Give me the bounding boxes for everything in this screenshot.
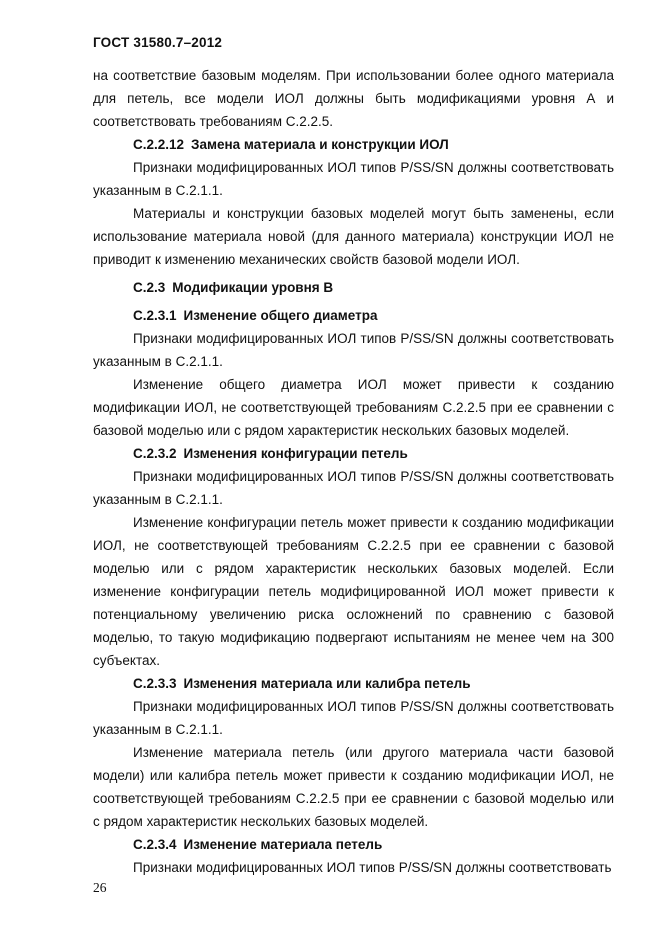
section-title: Модификации уровня В	[172, 280, 334, 295]
section-number: С.2.2.12	[133, 137, 185, 152]
section-title: Изменения материала или калибра петель	[183, 676, 471, 691]
paragraph: Изменение конфигурации петель может привести к созданию модификации ИОЛ, не соответствующей требованиям С.2.2.5 при ее сравнении с базовой моделью или с рядом характеристик нескольких базовых моделей. Если изменение конфигурации петель модифицированной ИОЛ может привести к потенциальному увеличению риска осложнений по сравнению с базовой моделью, то такую модификацию подвергают испытаниям не менее чем на 300 субъектах.	[93, 515, 614, 668]
section-number: С.2.3.4	[133, 837, 177, 852]
section-number: С.2.3.2	[133, 446, 177, 461]
section-title: Замена материала и конструкции ИОЛ	[191, 137, 449, 152]
paragraph: Признаки модифицированных ИОЛ типов P/SS/SN должны соответствовать	[133, 860, 612, 875]
section-number: С.2.3	[133, 280, 166, 295]
section-title: Изменение материала петель	[183, 837, 383, 852]
section-heading-c-2-3-2	[93, 442, 614, 465]
paragraph: Признаки модифицированных ИОЛ типов P/SS/SN должны соответствовать указанным в С.2.1.1.	[93, 160, 614, 198]
page-number: 26	[93, 880, 107, 895]
section-heading-c-2-3-1	[93, 304, 614, 327]
document-body	[93, 64, 614, 879]
paragraph: Материалы и конструкции базовых моделей могут быть заменены, если использование материала новой (для данного материала) конструкции ИОЛ не приводит к изменению механических свойств базовой модели ИОЛ.	[93, 206, 614, 267]
section-title: Изменение общего диаметра	[183, 308, 378, 323]
section-number: С.2.3.1	[133, 308, 177, 323]
section-number: С.2.3.3	[133, 676, 177, 691]
paragraph: Признаки модифицированных ИОЛ типов P/SS/SN должны соответствовать указанным в С.2.1.1.	[93, 331, 614, 369]
section-title: Изменения конфигурации петель	[183, 446, 408, 461]
section-heading-c-2-2-12	[93, 133, 614, 156]
standard-number-header: ГОСТ 31580.7–2012	[93, 35, 223, 50]
section-heading-c-2-3	[93, 276, 614, 299]
section-heading-c-2-3-4	[93, 833, 614, 856]
section-heading-c-2-3-3	[93, 672, 614, 695]
paragraph: Изменение общего диаметра ИОЛ может привести к созданию модификации ИОЛ, не соответствующей требованиям С.2.2.5 при ее сравнении с базовой моделью или с рядом характеристик нескольких базовых моделей.	[93, 377, 614, 438]
paragraph: Изменение материала петель (или другого материала части базовой модели) или калибра петель может привести к созданию модификации ИОЛ, не соответствующей требованиям С.2.2.5 при ее сравнении с базовой моделью или с рядом характеристик нескольких базовых моделей.	[93, 745, 614, 829]
paragraph: на соответствие базовым моделям. При использовании более одного материала для петель, все модели ИОЛ должны быть модификациями уровня А и соответствовать требованиям С.2.2.5.	[93, 68, 614, 129]
paragraph: Признаки модифицированных ИОЛ типов P/SS/SN должны соответствовать указанным в С.2.1.1.	[93, 699, 614, 737]
paragraph: Признаки модифицированных ИОЛ типов P/SS/SN должны соответствовать указанным в С.2.1.1.	[93, 469, 614, 507]
